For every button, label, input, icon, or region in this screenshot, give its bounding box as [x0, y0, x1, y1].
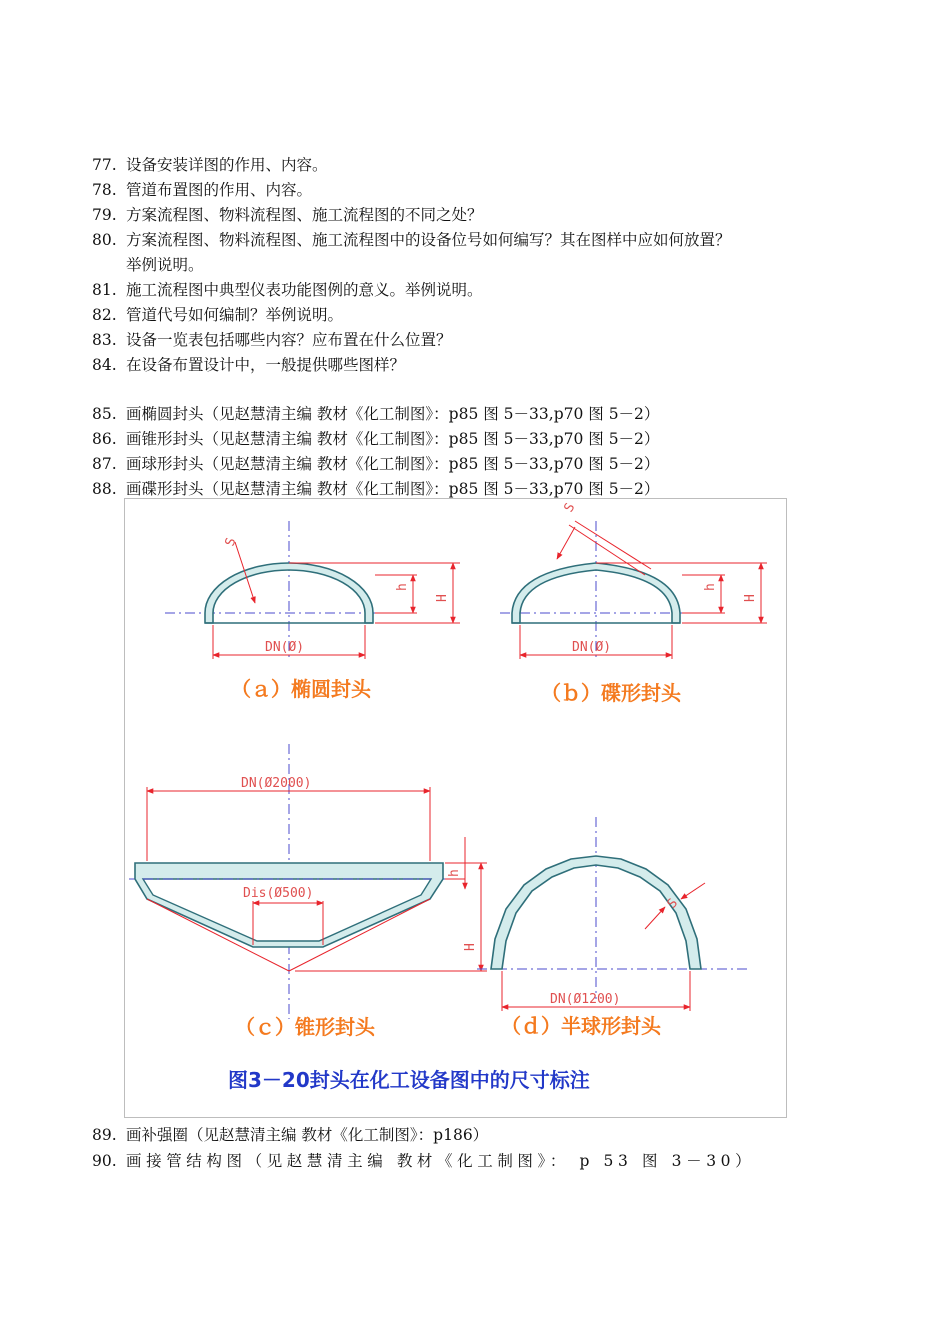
question-80 [92, 230, 731, 250]
question-87 [92, 454, 659, 474]
question-text: 画球形封头（见赵慧清主编 教材《化工制图》：p85 图 5－33,p70 图 5－2） [126, 455, 660, 473]
question-82 [92, 305, 343, 325]
question-text: 设备安装详图的作用、内容。 [126, 156, 328, 174]
question-83 [92, 330, 452, 350]
question-number: 84. [92, 356, 117, 374]
question-88 [92, 479, 659, 499]
question-number: 89. [92, 1126, 117, 1144]
question-85 [92, 404, 659, 424]
question-78 [92, 180, 312, 200]
question-77 [92, 155, 328, 175]
question-text: 设备一览表包括哪些内容？应布置在什么位置？ [126, 331, 452, 349]
question-number: 81. [92, 281, 117, 299]
question-number: 85. [92, 405, 117, 423]
dim-H-label: H [463, 943, 478, 951]
question-text: 方案流程图、物料流程图、施工流程图中的设备位号如何编写？其在图样中应如何放置？ [126, 231, 731, 249]
question-90 [92, 1151, 755, 1171]
dim-s-label: S [664, 895, 682, 912]
conical-head-drawing [129, 744, 487, 1039]
label-c: （ｃ）锥形封头 [235, 1015, 375, 1039]
dim-H-label: H [435, 594, 450, 602]
question-84 [92, 355, 405, 375]
question-number: 88. [92, 480, 117, 498]
dim-dn-label: DN(Ø2000) [241, 776, 312, 791]
label-a: （ａ）椭圆封头 [231, 677, 371, 701]
dim-dn-label: DN(Ø) [265, 640, 305, 655]
question-text: 画椭圆封头（见赵慧清主编 教材《化工制图》：p85 图 5－33,p70 图 5－2） [126, 405, 660, 423]
question-number: 90. [92, 1152, 117, 1170]
question-text: 管道布置图的作用、内容。 [126, 181, 313, 199]
question-number: 83. [92, 331, 117, 349]
question-89 [92, 1125, 488, 1145]
dim-dn-label: DN(Ø) [572, 640, 612, 655]
question-number: 77. [92, 156, 117, 174]
label-d: （ｄ）半球形封头 [501, 1014, 661, 1038]
question-81 [92, 280, 483, 300]
label-b: （ｂ）碟形封头 [541, 681, 681, 705]
head-dimension-figure [124, 498, 787, 1118]
question-number: 80. [92, 231, 117, 249]
hemispherical-head-drawing [477, 817, 750, 1038]
figure-drawing [125, 499, 788, 1119]
question-number: 82. [92, 306, 117, 324]
question-number: 86. [92, 430, 117, 448]
dim-h-label: h [703, 583, 718, 591]
dim-s-label: S [561, 500, 579, 515]
dim-s-label: S [222, 535, 240, 549]
dim-h-label: h [447, 869, 462, 877]
question-text: 方案流程图、物料流程图、施工流程图的不同之处？ [126, 206, 483, 224]
dim-dn-label: DN(Ø1200) [550, 992, 621, 1007]
dim-dis-label: Dis(Ø500) [243, 886, 314, 901]
dim-H-label: H [743, 594, 758, 602]
head-shell [205, 563, 373, 623]
question-79 [92, 205, 483, 225]
question-text: 画锥形封头（见赵慧清主编 教材《化工制图》：p85 图 5－33,p70 图 5－2） [126, 430, 660, 448]
question-86 [92, 429, 659, 449]
dim-h-label: h [395, 583, 410, 591]
question-number: 79. [92, 206, 117, 224]
dished-head-drawing [500, 501, 767, 705]
question-text: 画补强圈（见赵慧清主编 教材《化工制图》：p186） [126, 1126, 489, 1144]
ellipsoidal-head-drawing [165, 521, 460, 701]
question-text: 在设备布置设计中，一般提供哪些图样？ [126, 356, 406, 374]
question-text: 画碟形封头（见赵慧清主编 教材《化工制图》：p85 图 5－33,p70 图 5－2） [126, 480, 660, 498]
question-text: 画接管结构图（见赵慧清主编 教材《化工制图》： p 53 图 3－30） [126, 1152, 756, 1170]
question-number: 87. [92, 455, 117, 473]
question-80-continuation: 举例说明。 [126, 256, 204, 274]
question-text: 施工流程图中典型仪表功能图例的意义。举例说明。 [126, 281, 483, 299]
question-number: 78. [92, 181, 117, 199]
head-shell [512, 563, 680, 623]
question-text: 管道代号如何编制？举例说明。 [126, 306, 344, 324]
figure-caption: 图3－20封头在化工设备图中的尺寸标注 [228, 1068, 590, 1092]
